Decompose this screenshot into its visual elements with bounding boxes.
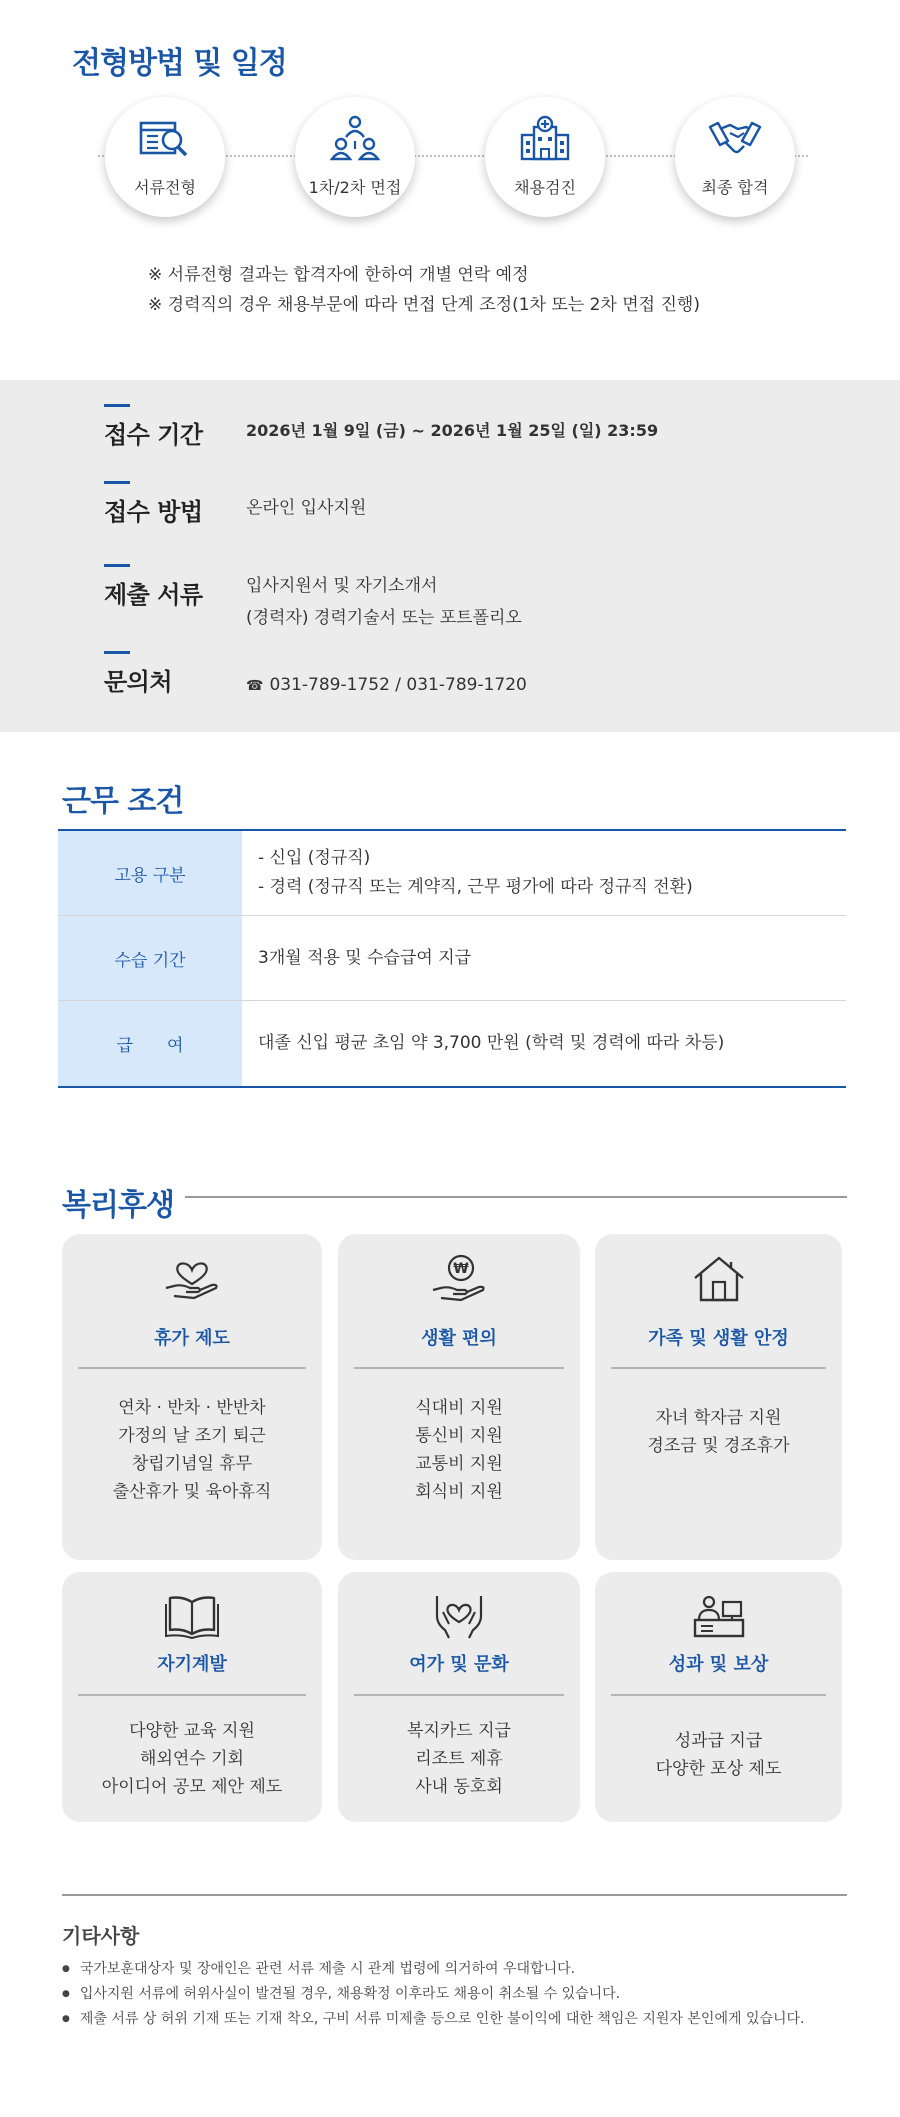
welfare-card-rewards (595, 1572, 842, 1822)
welfare-divider (185, 1196, 847, 1198)
card-title: 성과 및 보상 (668, 1654, 769, 1675)
svg-text:₩: ₩ (453, 1261, 469, 1277)
table-key: 고용 구분 (58, 831, 242, 915)
step-label: 서류전형 (134, 178, 196, 197)
hospital-icon (518, 115, 572, 163)
card-items: 복지카드 지급 리조트 제휴 사내 동호회 (407, 1721, 511, 1797)
welfare-card-vacation (62, 1234, 322, 1560)
table-value: 3개월 적용 및 수습급여 지급 (258, 947, 472, 968)
list-item: ● 국가보훈대상자 및 장애인은 관련 서류 제출 시 관계 법령에 의거하여 우대합니다. (62, 1958, 805, 1983)
handshake-icon (708, 115, 762, 163)
phone-icon: ☎ (246, 678, 264, 694)
process-section (0, 0, 900, 380)
step-label: 채용검진 (514, 178, 576, 197)
card-title: 여가 및 문화 (409, 1654, 509, 1675)
apply-method-label: 접수 방법 (104, 481, 203, 527)
card-items: 식대비 지원 통신비 지원 교통비 지원 회식비 지원 (415, 1398, 503, 1502)
heart-hands-icon (431, 1592, 487, 1640)
step-label: 1차/2차 면접 (308, 178, 402, 197)
card-items: 자녀 학자금 지원 경조금 및 경조휴가 (647, 1408, 790, 1456)
welfare-title: 복리후생 (62, 1180, 184, 1224)
step-health-check (485, 97, 605, 217)
apply-doc-item: 입사지원서 및 자기소개서 (246, 576, 438, 596)
process-notes (148, 260, 700, 320)
table-key: 급 여 (58, 1001, 242, 1086)
process-note: ※ 경력직의 경우 채용부문에 따라 면접 단계 조정(1차 또는 2차 면접 진행) (148, 290, 700, 320)
step-interview (295, 97, 415, 217)
list-item: ● 제출 서류 상 허위 기재 또는 기재 착오, 구비 서류 미제출 등으로 인한 불이익에 대한 책임은 지원자 본인에게 있습니다. (62, 2008, 805, 2033)
step-label: 최종 합격 (701, 178, 769, 197)
apply-docs-values (246, 570, 522, 634)
apply-doc-item: (경력자) 경력기술서 또는 포트폴리오 (246, 608, 522, 628)
contact-numbers: 031-789-1752 / 031-789-1720 (269, 675, 527, 695)
card-title: 휴가 제도 (154, 1328, 230, 1349)
welfare-card-development (62, 1572, 322, 1822)
apply-contact-label: 문의처 (104, 651, 172, 697)
table-value: - 신입 (정규직) - 경력 (정규직 또는 계약직, 근무 평가에 따라 정규직 전환) (258, 848, 693, 897)
welfare-card-leisure (338, 1572, 580, 1822)
document-search-icon (138, 115, 192, 163)
etc-title: 기타사항 (62, 1924, 140, 1948)
process-note: ※ 서류전형 결과는 합격자에 한하여 개별 연락 예정 (148, 260, 700, 290)
card-items: 성과급 지급 다양한 포상 제도 (655, 1731, 782, 1779)
card-items: 연차 · 반차 · 반반차 가정의 날 조기 퇴근 창립기념일 휴무 출산휴가 및 육아휴직 (112, 1398, 272, 1502)
welfare-section (0, 1152, 900, 1852)
table-row (58, 831, 846, 916)
process-title: 전형방법 및 일정 (72, 46, 287, 81)
people-interview-icon (328, 115, 382, 163)
card-title: 자기계발 (157, 1654, 227, 1675)
welfare-card-family (595, 1234, 842, 1560)
conditions-title: 근무 조건 (62, 784, 184, 819)
step-document-screening (105, 97, 225, 217)
desk-worker-icon (691, 1592, 747, 1640)
card-items: 다양한 교육 지원 해외연수 기회 아이디어 공모 제안 제도 (101, 1721, 283, 1797)
won-hand-icon (431, 1254, 487, 1302)
apply-period-label: 접수 기간 (104, 404, 203, 450)
apply-period-value: 2026년 1월 9일 (금) ~ 2026년 1월 25일 (일) 23:59 (246, 421, 659, 440)
book-icon (164, 1592, 220, 1640)
table-row (58, 916, 846, 1001)
card-title: 가족 및 생활 안정 (648, 1328, 789, 1349)
table-value: 대졸 신입 평균 초임 약 3,700 만원 (학력 및 경력에 따라 차등) (258, 1033, 725, 1053)
apply-docs-label: 제출 서류 (104, 564, 203, 610)
etc-list (62, 1958, 805, 2033)
conditions-section (0, 732, 900, 1152)
etc-divider (62, 1894, 847, 1896)
welfare-card-convenience (338, 1234, 580, 1560)
apply-contact-value (246, 669, 527, 702)
apply-method-value: 온라인 입사지원 (246, 498, 367, 518)
etc-section (0, 1852, 900, 2117)
step-final-pass (675, 97, 795, 217)
application-section (0, 380, 900, 732)
table-row (58, 1001, 846, 1086)
card-title: 생활 편의 (421, 1328, 497, 1349)
house-icon (691, 1254, 747, 1304)
heart-hand-icon (164, 1254, 220, 1302)
table-key: 수습 기간 (58, 916, 242, 1000)
list-item: ● 입사지원 서류에 허위사실이 발견될 경우, 채용확정 이후라도 채용이 취소될 수 있습니다. (62, 1983, 805, 2008)
conditions-table (58, 829, 846, 1088)
